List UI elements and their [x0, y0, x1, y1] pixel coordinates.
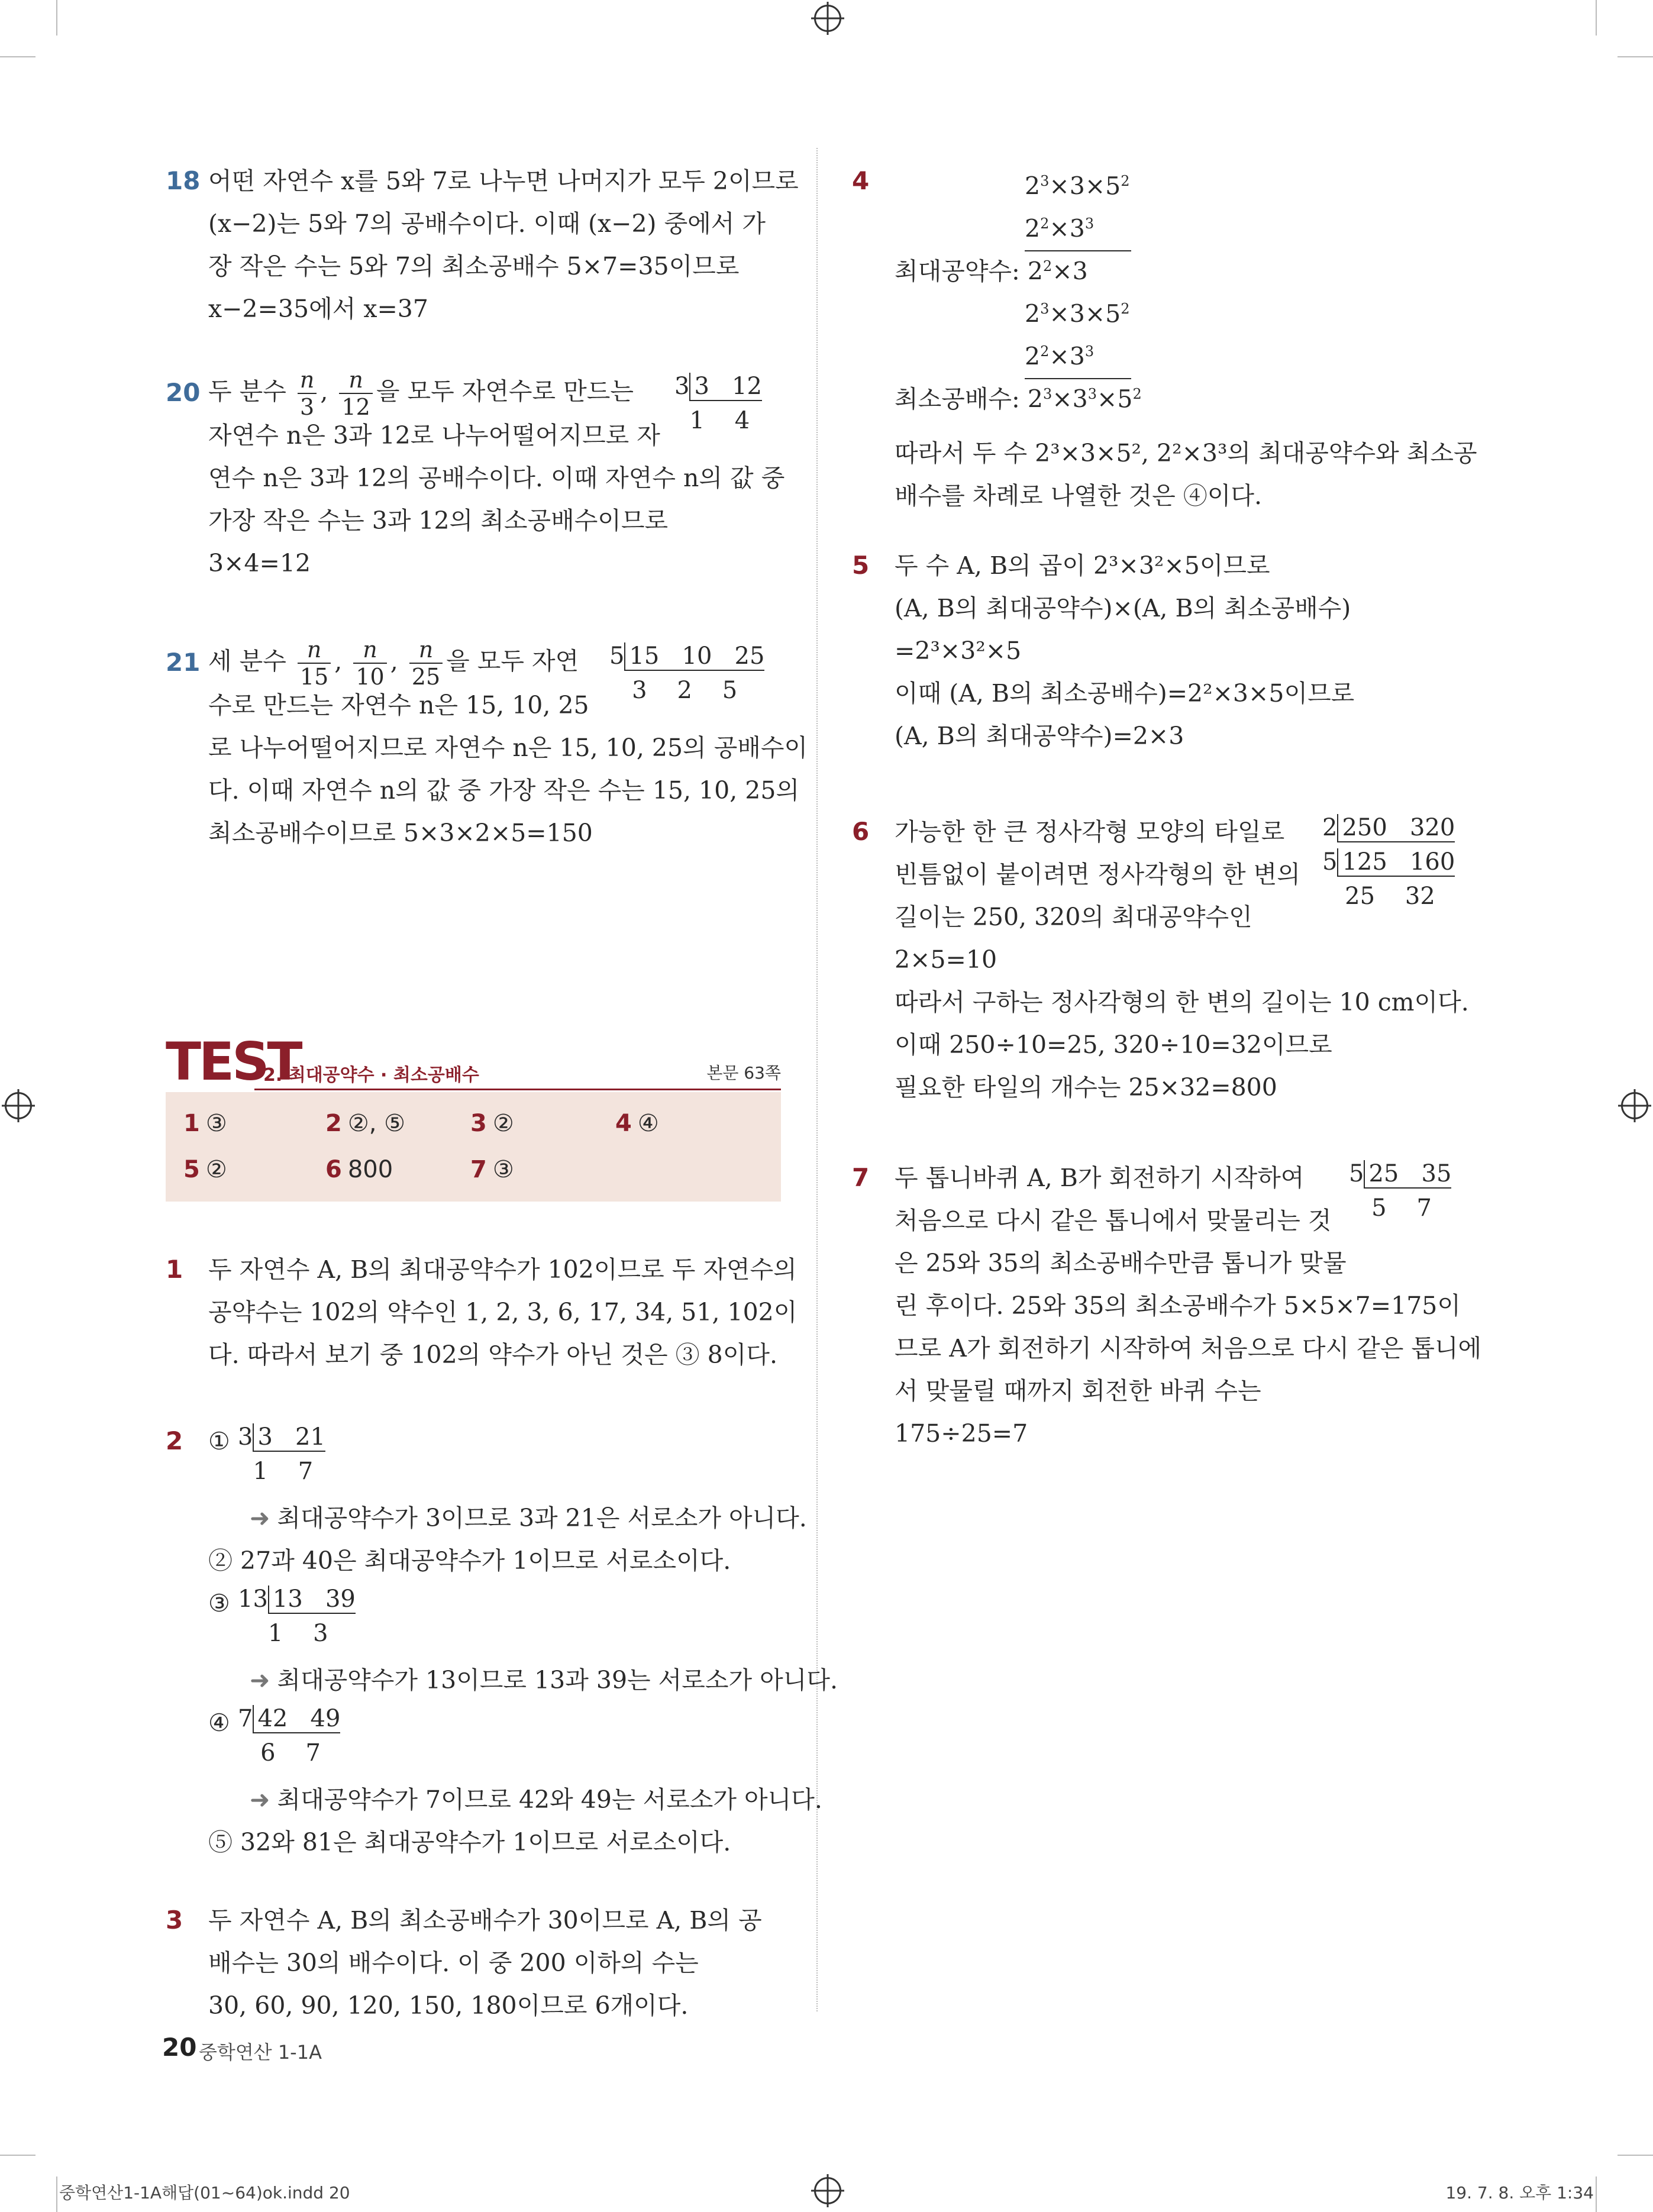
problem-number: 1 — [166, 1255, 183, 1284]
lcm-line: 최소공배수: $2^3\times 3^3\times 5^2$ — [895, 385, 1142, 414]
text-line: 가장 작은 수는 3과 12의 최소공배수이므로 — [208, 506, 669, 535]
problem-number: 5 — [852, 551, 870, 580]
test-rule — [254, 1089, 781, 1090]
text-line: 배수를 차례로 나열한 것은 ④이다. — [895, 482, 1263, 510]
crop-mark — [0, 2155, 35, 2156]
crop-mark — [1618, 2155, 1653, 2156]
divisor: 2 — [1322, 814, 1338, 841]
text-line: 이때 250÷10=25, 320÷10=32이므로 — [895, 1031, 1332, 1059]
crop-mark — [1596, 2177, 1597, 2212]
numerator: n — [353, 637, 386, 664]
test-title: TEST — [166, 1031, 301, 1092]
fraction — [409, 637, 443, 690]
quotients: 6 7 — [253, 1739, 321, 1767]
test-solution-4 — [852, 160, 1479, 517]
text-line: 은 25와 35의 최소공배수만큼 톱니가 맞물 — [895, 1249, 1347, 1277]
text-line: 로 나누어떨어지므로 자연수 n은 15, 10, 25의 공배수이 — [208, 734, 808, 762]
divisor: 7 — [238, 1705, 253, 1732]
denominator: 25 — [411, 664, 441, 690]
column-divider — [816, 148, 818, 2011]
crop-mark — [1618, 56, 1653, 57]
text-line: ➜ 최대공약수가 13이므로 13과 39는 서로소가 아니다. — [250, 1666, 838, 1694]
divisor: 13 — [238, 1585, 268, 1613]
answer-item: 7 ③ — [470, 1156, 514, 1183]
text-line: 연수 n은 3과 12의 공배수이다. 이때 자연수 n의 값 중 — [208, 464, 785, 492]
text-line: 따라서 두 수 2³×3×5², 2²×3³의 최대공약수와 최소공 — [895, 439, 1477, 467]
solution-20: 20 두 분수 $\frac{n}{3}$ , $\frac{n}{12}$ 을 모두 자연수로 만드는 자연수 n은 3과 12로 나누어떨어지므로 자 연수 n은 3과 12의 공배수이다. 이때 자연수 n의 값 중 가장 작은 수는 3과 12의 최소공배수이므로 3×4=12 3 3 12 1 4 — [166, 367, 781, 585]
test-solution-6 — [852, 810, 1479, 1109]
text-line: 필요한 타일의 개수는 25×32=800 — [895, 1073, 1277, 1102]
division-ladder — [1322, 810, 1455, 913]
text-line: ➜ 최대공약수가 7이므로 42와 49는 서로소가 아니다. — [250, 1785, 822, 1814]
registration-mark-icon — [5, 1092, 32, 1119]
problem-number: 21 — [166, 648, 201, 677]
division-ladder — [238, 1701, 340, 1770]
quotients: 5 7 — [1364, 1194, 1432, 1222]
text-line: 두 수 A, B의 곱이 2³×3²×5이므로 — [895, 551, 1270, 580]
text-line: 서 맞물릴 때까지 회전한 바퀴 수는 — [895, 1377, 1261, 1405]
problem-number: 3 — [166, 1906, 183, 1935]
answer-item: 4 ④ — [615, 1110, 659, 1137]
test-page-ref: 본문 63쪽 — [706, 1063, 781, 1083]
text-line: =2³×3²×5 — [895, 637, 1022, 665]
test-solution-7 — [852, 1157, 1482, 1455]
text-fragment: 두 분수 — [208, 377, 286, 406]
solution-21: 21 세 분수 $\frac{n}{15}$ , $\frac{n}{10}$ , $\frac{n}{25}$ 을 모두 자연 수로 만드는 자연수 n은 15, 10, 25 로 나누어떨어지므로 자연수 n은 15, 10, 25의 공배수이 다. 이때 자연수 n의 값 중 가장 작은 수는 15, 10, 25의 최소공배수이므로 5×3×2×5=150 5 15 10 25 3 2 5 — [166, 637, 781, 854]
text-line: 3×4=12 — [208, 549, 311, 577]
fraction — [339, 367, 372, 420]
text-fragment: 을 모두 자연 — [446, 647, 579, 676]
text-line: 수로 만드는 자연수 n은 15, 10, 25 — [208, 691, 589, 719]
registration-mark-icon — [814, 5, 841, 32]
arrow-right-icon: ➜ — [250, 1785, 270, 1814]
problem-number: 2 — [166, 1426, 183, 1455]
crop-mark — [56, 2177, 57, 2212]
quotients: 1 3 — [260, 1620, 328, 1647]
text-line: 2×5=10 — [895, 945, 997, 974]
text-line: (A, B의 최대공약수)=2×3 — [895, 722, 1184, 750]
gcd-line: 최대공약수: $2^2\times 3$ — [895, 257, 1088, 286]
dividends: 25 35 — [1364, 1160, 1451, 1189]
arrow-right-icon: ➜ — [250, 1504, 270, 1532]
text-line: 다. 이때 자연수 n의 값 중 가장 작은 수는 15, 10, 25의 — [208, 776, 800, 805]
problem-number: 18 — [166, 166, 201, 195]
divisor: 3 — [674, 373, 690, 400]
text-line: (A, B의 최대공약수)×(A, B의 최소공배수) — [895, 594, 1351, 622]
division-ladder — [674, 369, 762, 438]
registration-mark-icon — [814, 2177, 841, 2204]
dividends: 3 21 — [253, 1423, 325, 1452]
fraction — [353, 637, 386, 690]
text-line: x−2=35에서 x=37 — [208, 295, 428, 323]
text-line: 따라서 구하는 정사각형의 한 변의 길이는 10 cm이다. — [895, 988, 1469, 1016]
text-line: ➜ 최대공약수가 3이므로 3과 21은 서로소가 아니다. — [250, 1504, 807, 1532]
dividends: 13 39 — [268, 1585, 356, 1614]
text-line: 다. 따라서 보기 중 102의 약수가 아닌 것은 ③ 8이다. — [208, 1341, 778, 1369]
numerator: n — [339, 367, 372, 394]
choice-label: ① — [208, 1427, 230, 1455]
text-line: 두 자연수 A, B의 최소공배수가 30이므로 A, B의 공 — [208, 1906, 762, 1935]
test-section — [166, 1031, 781, 1183]
division-ladder — [609, 639, 764, 708]
test-solution-2 — [166, 1420, 838, 1864]
choice-label: ③ — [208, 1589, 230, 1617]
answer-item: 3 ② — [470, 1110, 514, 1137]
divisor: 5 — [1322, 848, 1338, 876]
dividends: 15 10 25 — [624, 642, 764, 671]
answer-item: 2 ②, ⑤ — [325, 1110, 405, 1137]
text-line: 린 후이다. 25와 35의 최소공배수가 5×5×7=175이 — [895, 1291, 1461, 1320]
text-line: 175÷25=7 — [895, 1419, 1028, 1448]
quotients: 1 4 — [689, 407, 750, 434]
fraction — [298, 367, 317, 420]
page-number: 20 — [162, 2033, 197, 2062]
crop-mark — [0, 56, 35, 57]
text-line: (x−2)는 5와 7의 공배수이다. 이때 (x−2) 중에서 가 — [208, 209, 766, 238]
factor-line: $2^2\times 3^3$ — [1025, 202, 1131, 251]
answer-item: 6 800 — [325, 1156, 393, 1183]
numerator: n — [409, 637, 443, 664]
text-line: 공약수는 102의 약수인 1, 2, 3, 6, 17, 34, 51, 102이 — [208, 1298, 798, 1326]
denominator: 12 — [341, 394, 370, 420]
test-subtitle: 2. 최대공약수 · 최소공배수 — [263, 1065, 479, 1086]
dividends: 3 12 — [689, 373, 762, 401]
file-name: 중학연산1-1A해답(01~64)ok.indd 20 — [59, 2183, 350, 2203]
problem-number: 6 — [852, 817, 870, 846]
text-line: 30, 60, 90, 120, 150, 180이므로 6개이다. — [208, 1991, 689, 2020]
dividends: 42 49 — [253, 1705, 340, 1733]
denominator: 10 — [356, 664, 385, 690]
registration-mark-icon — [1621, 1092, 1648, 1119]
numerator: n — [298, 637, 331, 664]
solution-18 — [166, 160, 799, 330]
numerator: n — [298, 367, 317, 394]
test-solution-1 — [166, 1248, 798, 1376]
divisor: 3 — [238, 1423, 253, 1451]
text-line: 빈틈없이 붙이려면 정사각형의 한 변의 — [895, 860, 1300, 889]
text-line: 최소공배수이므로 5×3×2×5=150 — [208, 819, 593, 847]
text-line: ② 27과 40은 최대공약수가 1이므로 서로소이다. — [208, 1546, 731, 1575]
answer-item: 1 ③ — [183, 1110, 227, 1137]
text-line: 이때 (A, B의 최소공배수)=2²×3×5이므로 — [895, 679, 1355, 708]
book-title: 중학연산 1-1A — [199, 2041, 322, 2064]
text-line: 가능한 한 큰 정사각형 모양의 타일로 — [895, 818, 1285, 846]
text-line: 어떤 자연수 x를 5와 7로 나누면 나머지가 모두 2이므로 — [208, 167, 799, 195]
text-line: 처음으로 다시 같은 톱니에서 맞물리는 것 — [895, 1206, 1332, 1235]
text-line: ⑤ 32와 81은 최대공약수가 1이므로 서로소이다. — [208, 1828, 731, 1856]
print-timestamp: 19. 7. 8. 오후 1:34 — [1445, 2183, 1594, 2203]
text-line: 장 작은 수는 5와 7의 최소공배수 5×7=35이므로 — [208, 252, 740, 280]
answer-key — [166, 1092, 781, 1202]
test-solution-3 — [166, 1899, 781, 2027]
gcd-label: 최대공약수: — [895, 257, 1020, 286]
text-line: 길이는 250, 320의 최대공약수인 — [895, 903, 1252, 931]
division-ladder — [238, 1420, 325, 1488]
text-line: 배수는 30의 배수이다. 이 중 200 이하의 수는 — [208, 1949, 699, 1977]
factor-line: $2^2\times 3^3$ — [1025, 330, 1131, 379]
text-fragment: 을 모두 자연수로 만드는 — [376, 377, 634, 406]
denominator: 15 — [299, 664, 329, 690]
choice-label: ④ — [208, 1709, 230, 1737]
arrow-right-icon: ➜ — [250, 1666, 270, 1694]
text-line: 므로 A가 회전하기 시작하여 처음으로 다시 같은 톱니에 — [895, 1334, 1482, 1362]
text-line: 두 자연수 A, B의 최대공약수가 102이므로 두 자연수의 — [208, 1255, 797, 1284]
text-fragment: 세 분수 — [208, 647, 286, 676]
dividends: 250 320 — [1337, 814, 1455, 842]
quotients: 25 32 — [1337, 883, 1435, 910]
text-line: 자연수 n은 3과 12로 나누어떨어지므로 자 — [208, 421, 660, 450]
problem-number: 7 — [852, 1163, 870, 1192]
factor-line: $2^3\times 3\times 5^2$ — [1025, 172, 1130, 201]
text-line: 두 톱니바퀴 A, B가 회전하기 시작하여 — [895, 1164, 1305, 1192]
fraction — [298, 637, 331, 690]
crop-mark — [1596, 0, 1597, 35]
division-ladder — [238, 1582, 356, 1651]
crop-mark — [56, 0, 57, 35]
lcm-label: 최소공배수: — [895, 385, 1020, 414]
quotients: 3 2 5 — [624, 677, 738, 704]
problem-number: 4 — [852, 166, 870, 195]
answer-item: 5 ② — [183, 1156, 227, 1183]
quotients: 1 7 — [253, 1458, 314, 1485]
division-ladder — [1349, 1157, 1451, 1225]
problem-number: 20 — [166, 378, 201, 407]
denominator: 3 — [300, 394, 315, 420]
test-solution-5 — [852, 544, 1479, 757]
factor-line: $2^3\times 3\times 5^2$ — [1025, 299, 1130, 328]
divisor: 5 — [1349, 1160, 1364, 1187]
dividends: 125 160 — [1337, 848, 1455, 877]
divisor: 5 — [609, 642, 625, 670]
